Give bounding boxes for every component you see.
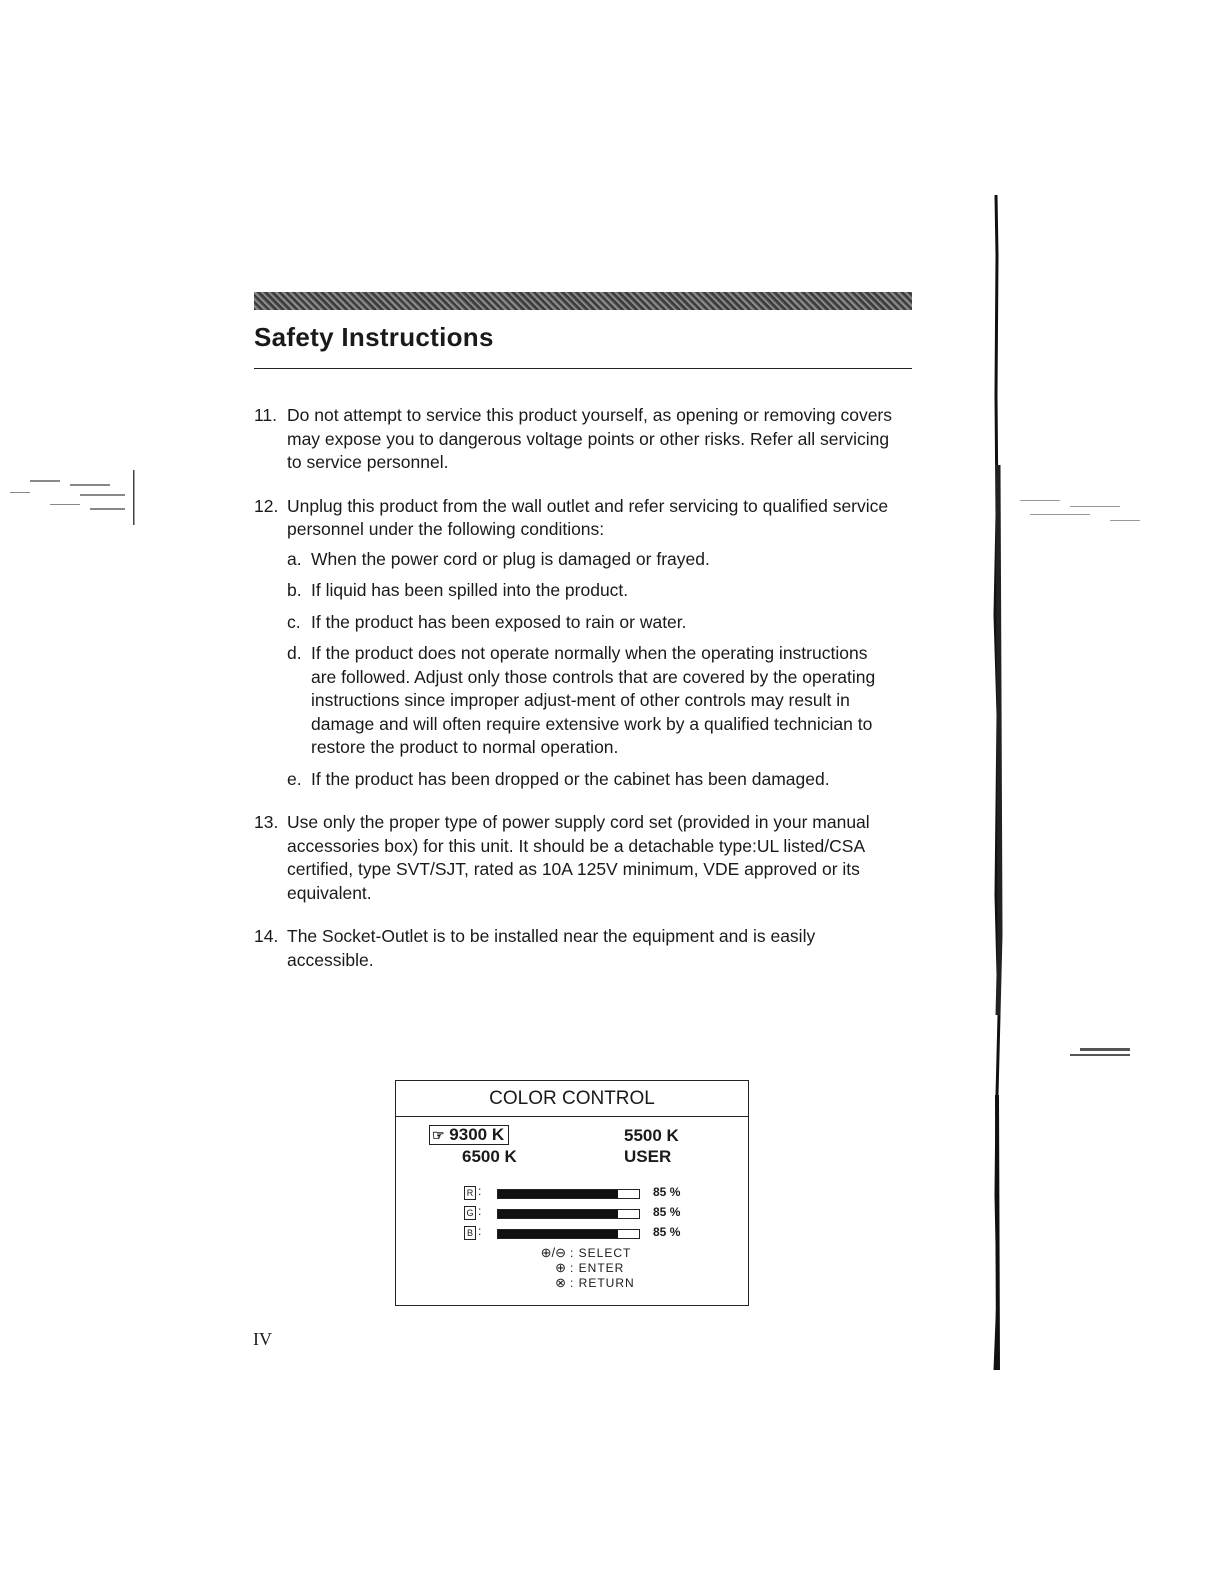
instruction-item-11	[254, 404, 894, 475]
condition-letter: c.	[287, 611, 301, 632]
red-channel-icon: R	[464, 1186, 476, 1200]
condition-letter: e.	[287, 768, 302, 789]
enter-icon: ⊕	[555, 1260, 566, 1275]
red-level-bar	[497, 1189, 640, 1199]
scan-smudge-left	[0, 470, 140, 530]
condition-item-d	[287, 642, 894, 760]
blue-level-fill	[498, 1230, 618, 1238]
return-icon: ⊗	[555, 1275, 566, 1290]
blue-level-value: 85 %	[653, 1225, 681, 1239]
condition-text: When the power cord or plug is damaged or frayed.	[311, 548, 710, 569]
page-number: IV	[253, 1329, 272, 1349]
plus-minus-icon: ⊕/⊖	[540, 1245, 566, 1260]
scan-smudge-right	[1010, 490, 1160, 540]
condition-text: If the product has been exposed to rain or water.	[311, 611, 687, 632]
item-text: Do not attempt to service this product yourself, as opening or removing covers may expose you to dangerous voltage points or other risks. Refer all servicing to service personnel.	[287, 405, 893, 472]
item-number: 11.	[254, 405, 278, 425]
title-decoration-bar	[254, 292, 912, 310]
condition-item-a	[287, 548, 894, 572]
osd-title: COLOR CONTROL	[396, 1081, 748, 1117]
condition-item-b	[287, 579, 894, 603]
condition-letter: d.	[287, 643, 302, 663]
green-level-fill	[498, 1210, 618, 1218]
condition-item-e	[287, 768, 894, 792]
color-control-osd	[395, 1080, 749, 1306]
condition-letter: b.	[287, 580, 302, 600]
condition-letter: a.	[287, 548, 302, 569]
red-level-value: 85 %	[653, 1185, 681, 1199]
green-level-bar	[497, 1209, 640, 1219]
option-6500k: 6500 K	[462, 1147, 517, 1166]
option-user: USER	[624, 1147, 672, 1166]
pointing-hand-icon: ☞	[432, 1127, 445, 1143]
instruction-item-13	[254, 811, 894, 905]
title-underline	[254, 368, 912, 369]
condition-item-c	[287, 611, 894, 635]
condition-text: If liquid has been spilled into the product.	[311, 580, 629, 600]
item-text: Use only the proper type of power supply cord set (provided in your manual accessories box) for this unit. It should be a detachable type:UL listed/CSA certified, type SVT/SJT, rated as 10A 125V minimum, VDE approved or its equivalent.	[287, 812, 870, 903]
condition-text: If the product has been dropped or the cabinet has been damaged.	[311, 768, 830, 789]
condition-list	[287, 548, 894, 792]
condition-text: If the product does not operate normally when the operating instructions are followed. Adjust only those controls that are covered by the operating instructions since improper adjust-ment of other controls may result in damage and will often require extensive work by a qualified technician to restore the product to normal operation.	[311, 643, 876, 757]
item-number: 14.	[254, 926, 279, 946]
item-text: The Socket-Outlet is to be installed near the equipment and is easily accessible.	[287, 926, 816, 970]
red-level-fill	[498, 1190, 618, 1198]
instruction-item-12	[254, 495, 894, 792]
instruction-item-14	[254, 925, 894, 972]
red-level-row: R : 85 %	[464, 1185, 704, 1203]
return-legend: : RETURN	[570, 1276, 635, 1290]
instructions-list	[254, 404, 894, 992]
option-9300k	[429, 1125, 509, 1145]
item-number: 12.	[254, 495, 279, 516]
green-level-value: 85 %	[653, 1205, 681, 1219]
blue-level-bar	[497, 1229, 640, 1239]
page-title: Safety Instructions	[254, 322, 494, 352]
blue-level-row: B : 85 %	[464, 1225, 704, 1243]
item-text: Unplug this product from the wall outlet and refer servicing to qualified service personnel under the following conditions:	[287, 495, 889, 539]
select-legend: : SELECT	[570, 1246, 632, 1260]
green-channel-icon: G	[464, 1206, 476, 1220]
blue-channel-icon: B	[464, 1226, 476, 1240]
option-label: 9300 K	[449, 1125, 505, 1144]
binding-spine-shadow	[986, 195, 1006, 1370]
option-5500k: 5500 K	[624, 1126, 679, 1145]
green-level-row: G : 85 %	[464, 1205, 704, 1223]
item-number: 13.	[254, 812, 279, 832]
scan-smudge-lower-right	[1050, 1040, 1150, 1070]
enter-legend: : ENTER	[570, 1261, 625, 1275]
